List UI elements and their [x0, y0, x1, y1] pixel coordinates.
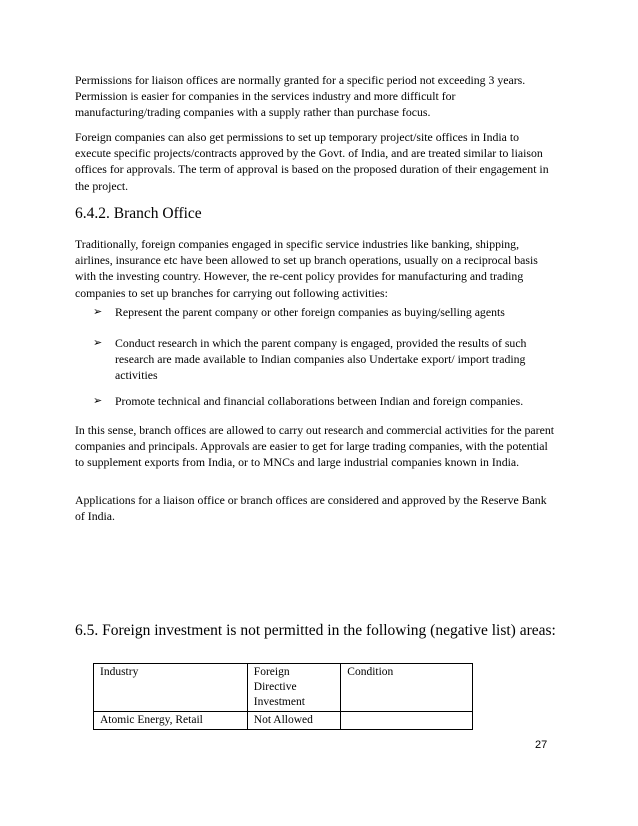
- table-row: [94, 712, 473, 730]
- heading-negative-list: 6.5. Foreign investment is not permitted in the following (negative list) areas:: [75, 622, 556, 639]
- table-header-cell: Foreign Directive Investment: [247, 664, 340, 712]
- table-header-cell: Condition: [341, 664, 473, 712]
- heading-branch-office: 6.4.2. Branch Office: [75, 205, 202, 222]
- paragraph-branch-sense: In this sense, branch offices are allowed to carry out research and commercial activities for the parent companies and principals. Approvals are easier to get for large trading companies, with the potential to supplement exports from India, or to MNCs and large industrial companies known in India.: [75, 423, 554, 470]
- table-cell: Not Allowed: [247, 712, 340, 730]
- bullet-text: Promote technical and financial collaborations between Indian and foreign companies.: [115, 394, 524, 408]
- paragraph-liaison-permissions: Permissions for liaison offices are normally granted for a specific period not exceeding 3 years. Permission is easier for companies in the services industry and more difficult for manufacturing/trading companies with a supply rather than purchase focus.: [75, 73, 526, 120]
- paragraph-project-offices: Foreign companies can also get permissions to set up temporary project/site offices in India to execute specific projects/contracts approved by the Govt. of India, and are treated similar to liaison offices for approvals. The term of approval is based on the proposed duration of their engagement in the project.: [75, 130, 549, 193]
- paragraph-applications: Applications for a liaison office or branch offices are considered and approved by the Reserve Bank of India.: [75, 493, 547, 524]
- page-number: 27: [535, 739, 548, 751]
- bullet-text: Represent the parent company or other foreign companies as buying/selling agents: [115, 305, 505, 319]
- bullet-text: Conduct research in which the parent company is engaged, provided the results of such research are made available to Indian companies also Undertake export/ import trading activities: [115, 336, 527, 383]
- negative-list-table: [93, 663, 473, 730]
- table-cell: Atomic Energy, Retail: [94, 712, 248, 730]
- arrow-bullet-icon: ➢: [93, 336, 103, 349]
- table-header-cell: Industry: [94, 664, 248, 712]
- arrow-bullet-icon: ➢: [93, 305, 103, 318]
- arrow-bullet-icon: ➢: [93, 394, 103, 407]
- table-cell: [341, 712, 473, 730]
- table-header-row: [94, 664, 473, 712]
- paragraph-branch-traditionally: Traditionally, foreign companies engaged in specific service industries like banking, shipping, airlines, insurance etc have been allowed to set up branch operations, usually on a reciprocal basis with the investing country. However, the re-cent policy provides for manufacturing and trading companies to set up branches for carrying out following activities:: [75, 237, 538, 300]
